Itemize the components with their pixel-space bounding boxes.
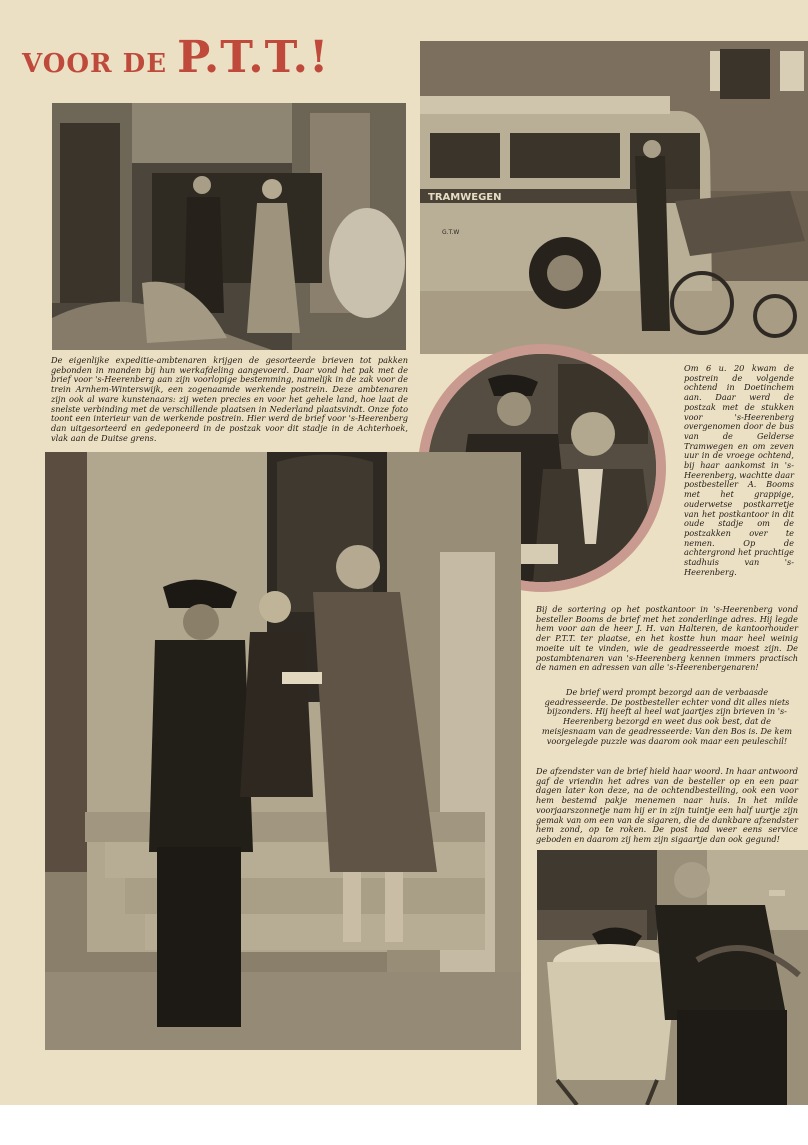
bus-badge-text: G.T.W [442, 229, 460, 236]
page-headline [22, 32, 330, 83]
caption-sorting: De eigenlijke expeditie-ambtenaren krijgen de gesorteerde brieven tot pakken gebonden in manden bij hun werkafdeling aangevoerd. Daar vond het pak met de brief voor 's-Heerenberg aan zijn voorlopige bestemming, namelijk in de zak voor de trein Arnhem-Winterswijk, een zogenaamde werkende postrein. Deze ambtenaren zijn ook al ware kunstenaars: zij weten precies en voor het gehele land, hoe laat de snelste verbinding met de verschillende plaatsen in Nederland plaatsvindt. Onze foto toont een interieur van de werkende postrein. Hier werd de brief voor 's-Heerenberg dan uitgesorteerd en gedeponeerd in de postzak voor dit stadje in de Achterhoek, vlak aan de Duitse grens. [51, 355, 408, 443]
headline-voor-de: VOOR DE [22, 49, 178, 79]
caption-delivery: De brief werd prompt bezorgd aan de verbaasde geadresseerde. De postbesteller echter vond dit alles niets bijzonders. Hij heeft al heel wat jaartjes zijn brieven in 's-Heerenberg bezorgd en weet dus ook best, dat de meisjesnaam van de geadresseerde: Van den Bos is. De kem voorgelegde puzzle was daarom ook maar een peuleschil! [541, 687, 793, 746]
bus-sign-text: TRAMWEGEN [428, 192, 502, 203]
caption-bus-arrival: Om 6 u. 20 kwam de postrein de volgende ochtend in Doetinchem aan. Daar werd de postzak met de stukken voor 's-Heerenberg overgenomen door de bus van de Gelderse Tramwegen en om zeven uur in de vroege ochtend, bij haar aankomst in 's-Heerenberg, wachtte daar postbesteller A. Booms met het grappige, ouderwetse postkarretje van het postkantoor in dit oude stadje om de postzakken over te nemen. Op de achtergrond het prachtige stadhuis van 's-Heerenberg. [684, 363, 795, 577]
caption-reward-cigar: De afzendster van de brief hield haar woord. In haar antwoord gaf de vriendin het adres van de besteller op en een paar dagen later kon deze, na de ochtendbestelling, ook een voor hem bestemd pakje menemen naar huis. In het milde voorjaarszonnetje nam hij er in zijn tuintje een half uurtje zijn gemak van om een van de sigaren, die de dankbare afzendster hem zond, op te roken. De post had weer eens service geboden en daarom zij hem zijn sigaartje dan ook gegund! [536, 766, 798, 844]
photo-postman-garden [537, 850, 808, 1105]
headline-ptt: P.T.T.! [177, 32, 330, 83]
photo-postal-train-sorting [52, 103, 406, 350]
photo-letter-delivery [45, 452, 521, 1050]
photo-tram-bus-post-cart [420, 41, 808, 354]
caption-sorting-office: Bij de sortering op het postkantoor in 's-Heerenberg vond besteller Booms de brief met het zonderlinge adres. Hij legde hem voor aan de heer J. H. van Halteren, de kantoorhouder der P.T.T. ter plaatse, en het kostte hun maar heel weinig moeite uit te vinden, wie de geadresseerde moest zijn. De postambtenaren van 's-Heerenberg kennen immers practisch de namen en adressen van alle 's-Heerenbergenaren! [536, 604, 798, 673]
